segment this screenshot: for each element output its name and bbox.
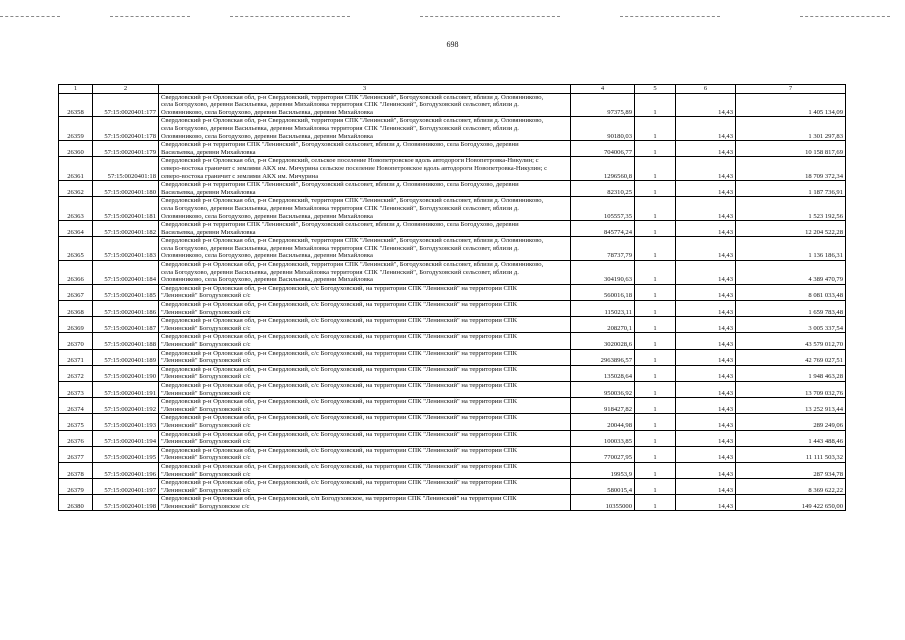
count-value: 1 bbox=[635, 349, 676, 365]
area-value: 770027,95 bbox=[571, 446, 635, 462]
cadastral-number: 57:15:0020401:186 bbox=[93, 301, 159, 317]
location-description bbox=[159, 414, 571, 430]
cadastral-number: 57:15:0020401:187 bbox=[93, 317, 159, 333]
row-number: 26376 bbox=[59, 430, 93, 446]
cadastral-value: 43 579 012,70 bbox=[736, 333, 846, 349]
cadastral-number: 57:15:0020401:190 bbox=[93, 365, 159, 381]
row-number: 26371 bbox=[59, 349, 93, 365]
description-line: Свердловский р-н Орловская обл, р-н Свердловский, территория СПК "Ленинский", Богодуховский сельсовет, вблизи д. Оловянниково, bbox=[161, 117, 544, 125]
rate-value: 14,43 bbox=[676, 333, 736, 349]
scan-noise bbox=[230, 16, 350, 18]
table-row bbox=[59, 349, 846, 365]
location-description bbox=[159, 141, 571, 157]
cadastral-number: 57:15:0020401:188 bbox=[93, 333, 159, 349]
rate-value: 14,43 bbox=[676, 157, 736, 181]
rate-value: 14,43 bbox=[676, 365, 736, 381]
location-description bbox=[159, 317, 571, 333]
table-row bbox=[59, 141, 846, 157]
cadastral-number: 57:15:0020401:196 bbox=[93, 462, 159, 478]
description-line: Свердловский р-н Орловская обл, р-н Свердловский, с/с Богодуховский, на территории СПК "Ленинский" на территории СПК bbox=[161, 333, 518, 341]
location-description bbox=[159, 430, 571, 446]
cadastral-number: 57:15:0020401:183 bbox=[93, 237, 159, 261]
row-number: 26358 bbox=[59, 93, 93, 117]
row-number: 26380 bbox=[59, 495, 93, 511]
location-description bbox=[159, 261, 571, 285]
description-line: села Богодухово, деревни Васильевка, деревни Михайловка территория СПК "Ленинский", Богодуховский сельсовет, вблизи д. bbox=[161, 244, 519, 252]
cadastral-number: 57:15:0020401:18 bbox=[93, 157, 159, 181]
table-row bbox=[59, 317, 846, 333]
rate-value: 14,43 bbox=[676, 317, 736, 333]
description-line: Свердловский р-н территория СПК "Ленинский", Богодуховский сельсовет, вблизи д. Оловянниково, села Богодухово, деревни bbox=[161, 181, 519, 189]
row-number: 26364 bbox=[59, 221, 93, 237]
count-value: 1 bbox=[635, 479, 676, 495]
table-row bbox=[59, 181, 846, 197]
area-value: 82310,25 bbox=[571, 181, 635, 197]
area-value: 1296560,8 bbox=[571, 157, 635, 181]
row-number: 26373 bbox=[59, 381, 93, 397]
area-value: 10355000 bbox=[571, 495, 635, 511]
table-row bbox=[59, 495, 846, 511]
description-line: "Ленинский" Богодуховский с/с bbox=[161, 324, 251, 332]
description-line: Свердловский р-н Орловская обл, р-н Свердловский, территория СПК "Ленинский", Богодуховский сельсовет, вблизи д. Оловянниково, bbox=[161, 237, 544, 245]
area-value: 105557,35 bbox=[571, 197, 635, 221]
location-description bbox=[159, 462, 571, 478]
scan-noise bbox=[0, 16, 60, 18]
count-value: 1 bbox=[635, 414, 676, 430]
table-row bbox=[59, 284, 846, 300]
row-number: 26363 bbox=[59, 197, 93, 221]
rate-value: 14,43 bbox=[676, 221, 736, 237]
table-row bbox=[59, 221, 846, 237]
table-row bbox=[59, 93, 846, 117]
rate-value: 14,43 bbox=[676, 462, 736, 478]
table-row bbox=[59, 365, 846, 381]
rate-value: 14,43 bbox=[676, 495, 736, 511]
row-number: 26366 bbox=[59, 261, 93, 285]
cadastral-number: 57:15:0020401:184 bbox=[93, 261, 159, 285]
area-value: 20044,98 bbox=[571, 414, 635, 430]
count-value: 1 bbox=[635, 237, 676, 261]
location-description bbox=[159, 221, 571, 237]
cadastral-number: 57:15:0020401:189 bbox=[93, 349, 159, 365]
row-number: 26361 bbox=[59, 157, 93, 181]
area-value: 19953,9 bbox=[571, 462, 635, 478]
cadastral-number: 57:15:0020401:185 bbox=[93, 284, 159, 300]
cadastral-value: 8 081 033,48 bbox=[736, 284, 846, 300]
description-line: села Богодухово, деревни Васильевка, деревни Михайловка территория СПК "Ленинский", Богодуховский сельсовет, вблизи д. bbox=[161, 101, 519, 109]
location-description bbox=[159, 197, 571, 221]
description-line: "Ленинский" Богодуховский с/с bbox=[161, 470, 251, 478]
row-number: 26370 bbox=[59, 333, 93, 349]
area-value: 115023,11 bbox=[571, 301, 635, 317]
area-value: 950036,92 bbox=[571, 381, 635, 397]
count-value: 1 bbox=[635, 93, 676, 117]
rate-value: 14,43 bbox=[676, 181, 736, 197]
cadastral-value: 1 659 783,48 bbox=[736, 301, 846, 317]
location-description bbox=[159, 365, 571, 381]
description-line: Свердловский р-н Орловская обл, р-н Свердловский, территория СПК "Ленинский", Богодуховский сельсовет, вблизи д. Оловянниково, bbox=[161, 261, 544, 269]
description-line: "Ленинский" Богодуховский с/с bbox=[161, 486, 251, 494]
description-line: Васильевка, деревни Михайловка bbox=[161, 228, 256, 236]
description-line: Свердловский р-н Орловская обл, р-н Свердловский, с/с Богодуховский, на территории СПК "Ленинский" на территории СПК bbox=[161, 349, 518, 357]
cadastral-value: 287 934,78 bbox=[736, 462, 846, 478]
area-value: 78737,79 bbox=[571, 237, 635, 261]
description-line: Оловянниково, села Богодухово, деревни Васильевка, деревни Михайловка bbox=[161, 212, 373, 220]
table-row bbox=[59, 237, 846, 261]
count-value: 1 bbox=[635, 462, 676, 478]
location-description bbox=[159, 349, 571, 365]
count-value: 1 bbox=[635, 398, 676, 414]
count-value: 1 bbox=[635, 181, 676, 197]
rate-value: 14,43 bbox=[676, 237, 736, 261]
cadastral-value: 11 111 503,32 bbox=[736, 446, 846, 462]
header-row bbox=[59, 85, 846, 94]
table-row bbox=[59, 157, 846, 181]
description-line: Васильевка, деревни Михайловка bbox=[161, 188, 256, 196]
description-line: "Ленинский" Богодуховское с/с bbox=[161, 502, 250, 510]
description-line: "Ленинский" Богодуховский с/с bbox=[161, 373, 251, 381]
area-value: 560016,18 bbox=[571, 284, 635, 300]
location-description bbox=[159, 157, 571, 181]
cadastral-number: 57:15:0020401:195 bbox=[93, 446, 159, 462]
column-header: 6 bbox=[676, 85, 736, 94]
row-number: 26362 bbox=[59, 181, 93, 197]
cadastral-value: 149 422 650,00 bbox=[736, 495, 846, 511]
rate-value: 14,43 bbox=[676, 197, 736, 221]
area-value: 918427,82 bbox=[571, 398, 635, 414]
cadastral-number: 57:15:0020401:197 bbox=[93, 479, 159, 495]
column-header: 1 bbox=[59, 85, 93, 94]
location-description bbox=[159, 117, 571, 141]
row-number: 26365 bbox=[59, 237, 93, 261]
location-description bbox=[159, 333, 571, 349]
rate-value: 14,43 bbox=[676, 284, 736, 300]
cadastral-value: 1 301 297,83 bbox=[736, 117, 846, 141]
rate-value: 14,43 bbox=[676, 117, 736, 141]
location-description bbox=[159, 446, 571, 462]
cadastral-value: 42 769 027,51 bbox=[736, 349, 846, 365]
location-description bbox=[159, 495, 571, 511]
scan-noise bbox=[420, 16, 560, 18]
cadastral-number: 57:15:0020401:179 bbox=[93, 141, 159, 157]
cadastral-number: 57:15:0020401:181 bbox=[93, 197, 159, 221]
area-value: 97375,89 bbox=[571, 93, 635, 117]
location-description bbox=[159, 398, 571, 414]
description-line: "Ленинский" Богодуховский с/с bbox=[161, 292, 251, 300]
cadastral-value: 1 443 488,46 bbox=[736, 430, 846, 446]
description-line: Свердловский р-н Орловская обл, р-н Свердловский, с/с Богодуховский, на территории СПК "Ленинский" на территории СПК bbox=[161, 398, 518, 406]
count-value: 1 bbox=[635, 301, 676, 317]
cadastral-value: 1 948 463,28 bbox=[736, 365, 846, 381]
cadastral-number: 57:15:0020401:192 bbox=[93, 398, 159, 414]
description-line: Свердловский р-н Орловская обл, р-н Свердловский, с/с Богодуховский, на территории СПК "Ленинский" на территории СПК bbox=[161, 414, 518, 422]
cadastral-value: 4 389 470,79 bbox=[736, 261, 846, 285]
area-value: 580015,4 bbox=[571, 479, 635, 495]
description-line: Свердловский р-н Орловская обл, р-н Свердловский, с/п Богодуховское, на территории СПК "Ленинский" на территории СПК bbox=[161, 495, 517, 503]
count-value: 1 bbox=[635, 446, 676, 462]
area-value: 704006,77 bbox=[571, 141, 635, 157]
rate-value: 14,43 bbox=[676, 349, 736, 365]
table-row bbox=[59, 414, 846, 430]
description-line: Свердловский р-н Орловская обл, р-н Свердловский, с/с Богодуховский, на территории СПК "Ленинский" на территории СПК bbox=[161, 430, 518, 438]
scan-noise bbox=[800, 16, 890, 18]
table-row bbox=[59, 333, 846, 349]
table-row bbox=[59, 430, 846, 446]
table-row bbox=[59, 462, 846, 478]
description-line: Свердловский р-н Орловская обл, р-н Свердловский, с/с Богодуховский, на территории СПК "Ленинский" на территории СПК bbox=[161, 479, 518, 487]
column-header: 5 bbox=[635, 85, 676, 94]
description-line: северо-востока граничит с землями АКХ им. Мичурина bbox=[161, 172, 319, 180]
description-line: Оловянниково, села Богодухово, деревни Васильевка, деревни Михайловка bbox=[161, 108, 373, 116]
row-number: 26368 bbox=[59, 301, 93, 317]
description-line: Оловянниково, села Богодухово, деревни Васильевка, деревни Михайловка bbox=[161, 132, 373, 140]
description-line: "Ленинский" Богодуховский с/с bbox=[161, 421, 251, 429]
description-line: Васильевка, деревни Михайловка bbox=[161, 148, 256, 156]
location-description bbox=[159, 301, 571, 317]
cadastral-number: 57:15:0020401:178 bbox=[93, 117, 159, 141]
description-line: села Богодухово, деревни Васильевка, деревни Михайловка территория СПК "Ленинский", Богодуховский сельсовет, вблизи д. bbox=[161, 268, 519, 276]
cadastral-value: 8 369 622,22 bbox=[736, 479, 846, 495]
area-value: 845774,24 bbox=[571, 221, 635, 237]
table-row bbox=[59, 117, 846, 141]
count-value: 1 bbox=[635, 317, 676, 333]
table-row bbox=[59, 446, 846, 462]
rate-value: 14,43 bbox=[676, 414, 736, 430]
area-value: 3020028,6 bbox=[571, 333, 635, 349]
count-value: 1 bbox=[635, 197, 676, 221]
description-line: Свердловский р-н Орловская обл, р-н Свердловский, сельское поселение Новопетровское вдоль автодороги Новопетровка-Никулин; с bbox=[161, 157, 539, 165]
cadastral-value: 1 187 736,91 bbox=[736, 181, 846, 197]
table-row bbox=[59, 479, 846, 495]
description-line: "Ленинский" Богодуховский с/с bbox=[161, 308, 251, 316]
description-line: "Ленинский" Богодуховский с/с bbox=[161, 357, 251, 365]
rate-value: 14,43 bbox=[676, 381, 736, 397]
row-number: 26379 bbox=[59, 479, 93, 495]
column-header: 7 bbox=[736, 85, 846, 94]
cadastral-number: 57:15:0020401:191 bbox=[93, 381, 159, 397]
rate-value: 14,43 bbox=[676, 446, 736, 462]
cadastral-value: 1 405 134,09 bbox=[736, 93, 846, 117]
rate-value: 14,43 bbox=[676, 141, 736, 157]
cadastral-number: 57:15:0020401:193 bbox=[93, 414, 159, 430]
cadastral-value: 289 249,06 bbox=[736, 414, 846, 430]
description-line: Свердловский р-н Орловская обл, р-н Свердловский, территория СПК "Ленинский", Богодуховский сельсовет, вблизи д. Оловянниково, bbox=[161, 93, 544, 101]
description-line: северо-востока граничит с землями АКХ им. Мичурина сельское поселение Новопетровское вдоль автодороги Новопетровка-Никулин; с bbox=[161, 164, 548, 172]
description-line: села Богодухово, деревни Васильевка, деревни Михайловка территория СПК "Ленинский", Богодуховский сельсовет, вблизи д. bbox=[161, 124, 519, 132]
description-line: села Богодухово, деревни Васильевка, деревни Михайловка территория СПК "Ленинский", Богодуховский сельсовет, вблизи д. bbox=[161, 204, 519, 212]
description-line: Оловянниково, села Богодухово, деревни Васильевка, деревни Михайловка bbox=[161, 252, 373, 260]
cadastral-value: 1 136 186,31 bbox=[736, 237, 846, 261]
description-line: "Ленинский" Богодуховский с/с bbox=[161, 341, 251, 348]
cadastral-value: 13 709 032,76 bbox=[736, 381, 846, 397]
row-number: 26359 bbox=[59, 117, 93, 141]
description-line: Свердловский р-н Орловская обл, р-н Свердловский, с/с Богодуховский, на территории СПК "Ленинский" на территории СПК bbox=[161, 446, 518, 454]
table-row bbox=[59, 381, 846, 397]
area-value: 208270,1 bbox=[571, 317, 635, 333]
count-value: 1 bbox=[635, 381, 676, 397]
description-line: Свердловский р-н Орловская обл, р-н Свердловский, территория СПК "Ленинский", Богодуховский сельсовет, вблизи д. Оловянниково, bbox=[161, 197, 544, 205]
rate-value: 14,43 bbox=[676, 479, 736, 495]
count-value: 1 bbox=[635, 141, 676, 157]
cadastral-number: 57:15:0020401:198 bbox=[93, 495, 159, 511]
area-value: 2963896,57 bbox=[571, 349, 635, 365]
location-description bbox=[159, 381, 571, 397]
column-header: 3 bbox=[159, 85, 571, 94]
rate-value: 14,43 bbox=[676, 93, 736, 117]
scan-noise bbox=[110, 16, 190, 18]
cadastral-table bbox=[58, 84, 846, 511]
table-row bbox=[59, 197, 846, 221]
cadastral-value: 18 709 372,34 bbox=[736, 157, 846, 181]
count-value: 1 bbox=[635, 365, 676, 381]
description-line: Свердловский р-н территория СПК "Ленинский", Богодуховский сельсовет, вблизи д. Оловянниково, села Богодухово, деревни bbox=[161, 141, 519, 149]
rate-value: 14,43 bbox=[676, 301, 736, 317]
location-description bbox=[159, 181, 571, 197]
description-line: Свердловский р-н Орловская обл, р-н Свердловский, с/с Богодуховский, на территории СПК "Ленинский" на территории СПК bbox=[161, 284, 518, 292]
page-number: 698 bbox=[446, 40, 459, 49]
area-value: 90180,03 bbox=[571, 117, 635, 141]
row-number: 26378 bbox=[59, 462, 93, 478]
row-number: 26372 bbox=[59, 365, 93, 381]
count-value: 1 bbox=[635, 284, 676, 300]
cadastral-value: 3 005 337,54 bbox=[736, 317, 846, 333]
column-header: 2 bbox=[93, 85, 159, 94]
count-value: 1 bbox=[635, 221, 676, 237]
rate-value: 14,43 bbox=[676, 261, 736, 285]
row-number: 26377 bbox=[59, 446, 93, 462]
area-value: 135028,64 bbox=[571, 365, 635, 381]
area-value: 304190,63 bbox=[571, 261, 635, 285]
cadastral-value: 13 252 913,44 bbox=[736, 398, 846, 414]
description-line: Свердловский р-н Орловская обл, р-н Свердловский, с/с Богодуховский, на территории СПК "Ленинский" на территории СПК bbox=[161, 462, 518, 470]
description-line: "Ленинский" Богодуховский с/с bbox=[161, 454, 251, 462]
count-value: 1 bbox=[635, 117, 676, 141]
cadastral-number: 57:15:0020401:177 bbox=[93, 93, 159, 117]
location-description bbox=[159, 479, 571, 495]
table-row bbox=[59, 301, 846, 317]
description-line: Оловянниково, села Богодухово, деревни Васильевка, деревни Михайловка bbox=[161, 276, 373, 284]
location-description bbox=[159, 93, 571, 117]
description-line: "Ленинский" Богодуховский с/с bbox=[161, 405, 251, 413]
description-line: Свердловский р-н Орловская обл, р-н Свердловский, с/с Богодуховский, на территории СПК "Ленинский" на территории СПК bbox=[161, 381, 518, 389]
cadastral-number: 57:15:0020401:180 bbox=[93, 181, 159, 197]
description-line: Свердловский р-н Орловская обл, р-н Свердловский, с/с Богодуховский, на территории СПК "Ленинский" на территории СПК bbox=[161, 301, 518, 309]
cadastral-value: 10 158 817,69 bbox=[736, 141, 846, 157]
description-line: "Ленинский" Богодуховский с/с bbox=[161, 389, 251, 397]
cadastral-number: 57:15:0020401:194 bbox=[93, 430, 159, 446]
row-number: 26374 bbox=[59, 398, 93, 414]
count-value: 1 bbox=[635, 495, 676, 511]
row-number: 26360 bbox=[59, 141, 93, 157]
count-value: 1 bbox=[635, 333, 676, 349]
cadastral-number: 57:15:0020401:182 bbox=[93, 221, 159, 237]
description-line: Свердловский р-н Орловская обл, р-н Свердловский, с/с Богодуховский, на территории СПК "Ленинский" на территории СПК bbox=[161, 317, 518, 325]
area-value: 100033,85 bbox=[571, 430, 635, 446]
scan-noise bbox=[620, 16, 720, 18]
location-description bbox=[159, 237, 571, 261]
table-row bbox=[59, 261, 846, 285]
description-line: Свердловский р-н территория СПК "Ленинский", Богодуховский сельсовет, вблизи д. Оловянниково, села Богодухово, деревни bbox=[161, 221, 519, 229]
count-value: 1 bbox=[635, 261, 676, 285]
rate-value: 14,43 bbox=[676, 430, 736, 446]
description-line: "Ленинский" Богодуховский с/с bbox=[161, 438, 251, 446]
location-description bbox=[159, 284, 571, 300]
table-row bbox=[59, 398, 846, 414]
row-number: 26375 bbox=[59, 414, 93, 430]
rate-value: 14,43 bbox=[676, 398, 736, 414]
row-number: 26367 bbox=[59, 284, 93, 300]
count-value: 1 bbox=[635, 157, 676, 181]
row-number: 26369 bbox=[59, 317, 93, 333]
cadastral-value: 12 204 522,28 bbox=[736, 221, 846, 237]
description-line: Свердловский р-н Орловская обл, р-н Свердловский, с/с Богодуховский, на территории СПК "Ленинский" на территории СПК bbox=[161, 365, 518, 373]
count-value: 1 bbox=[635, 430, 676, 446]
cadastral-value: 1 523 192,56 bbox=[736, 197, 846, 221]
column-header: 4 bbox=[571, 85, 635, 94]
